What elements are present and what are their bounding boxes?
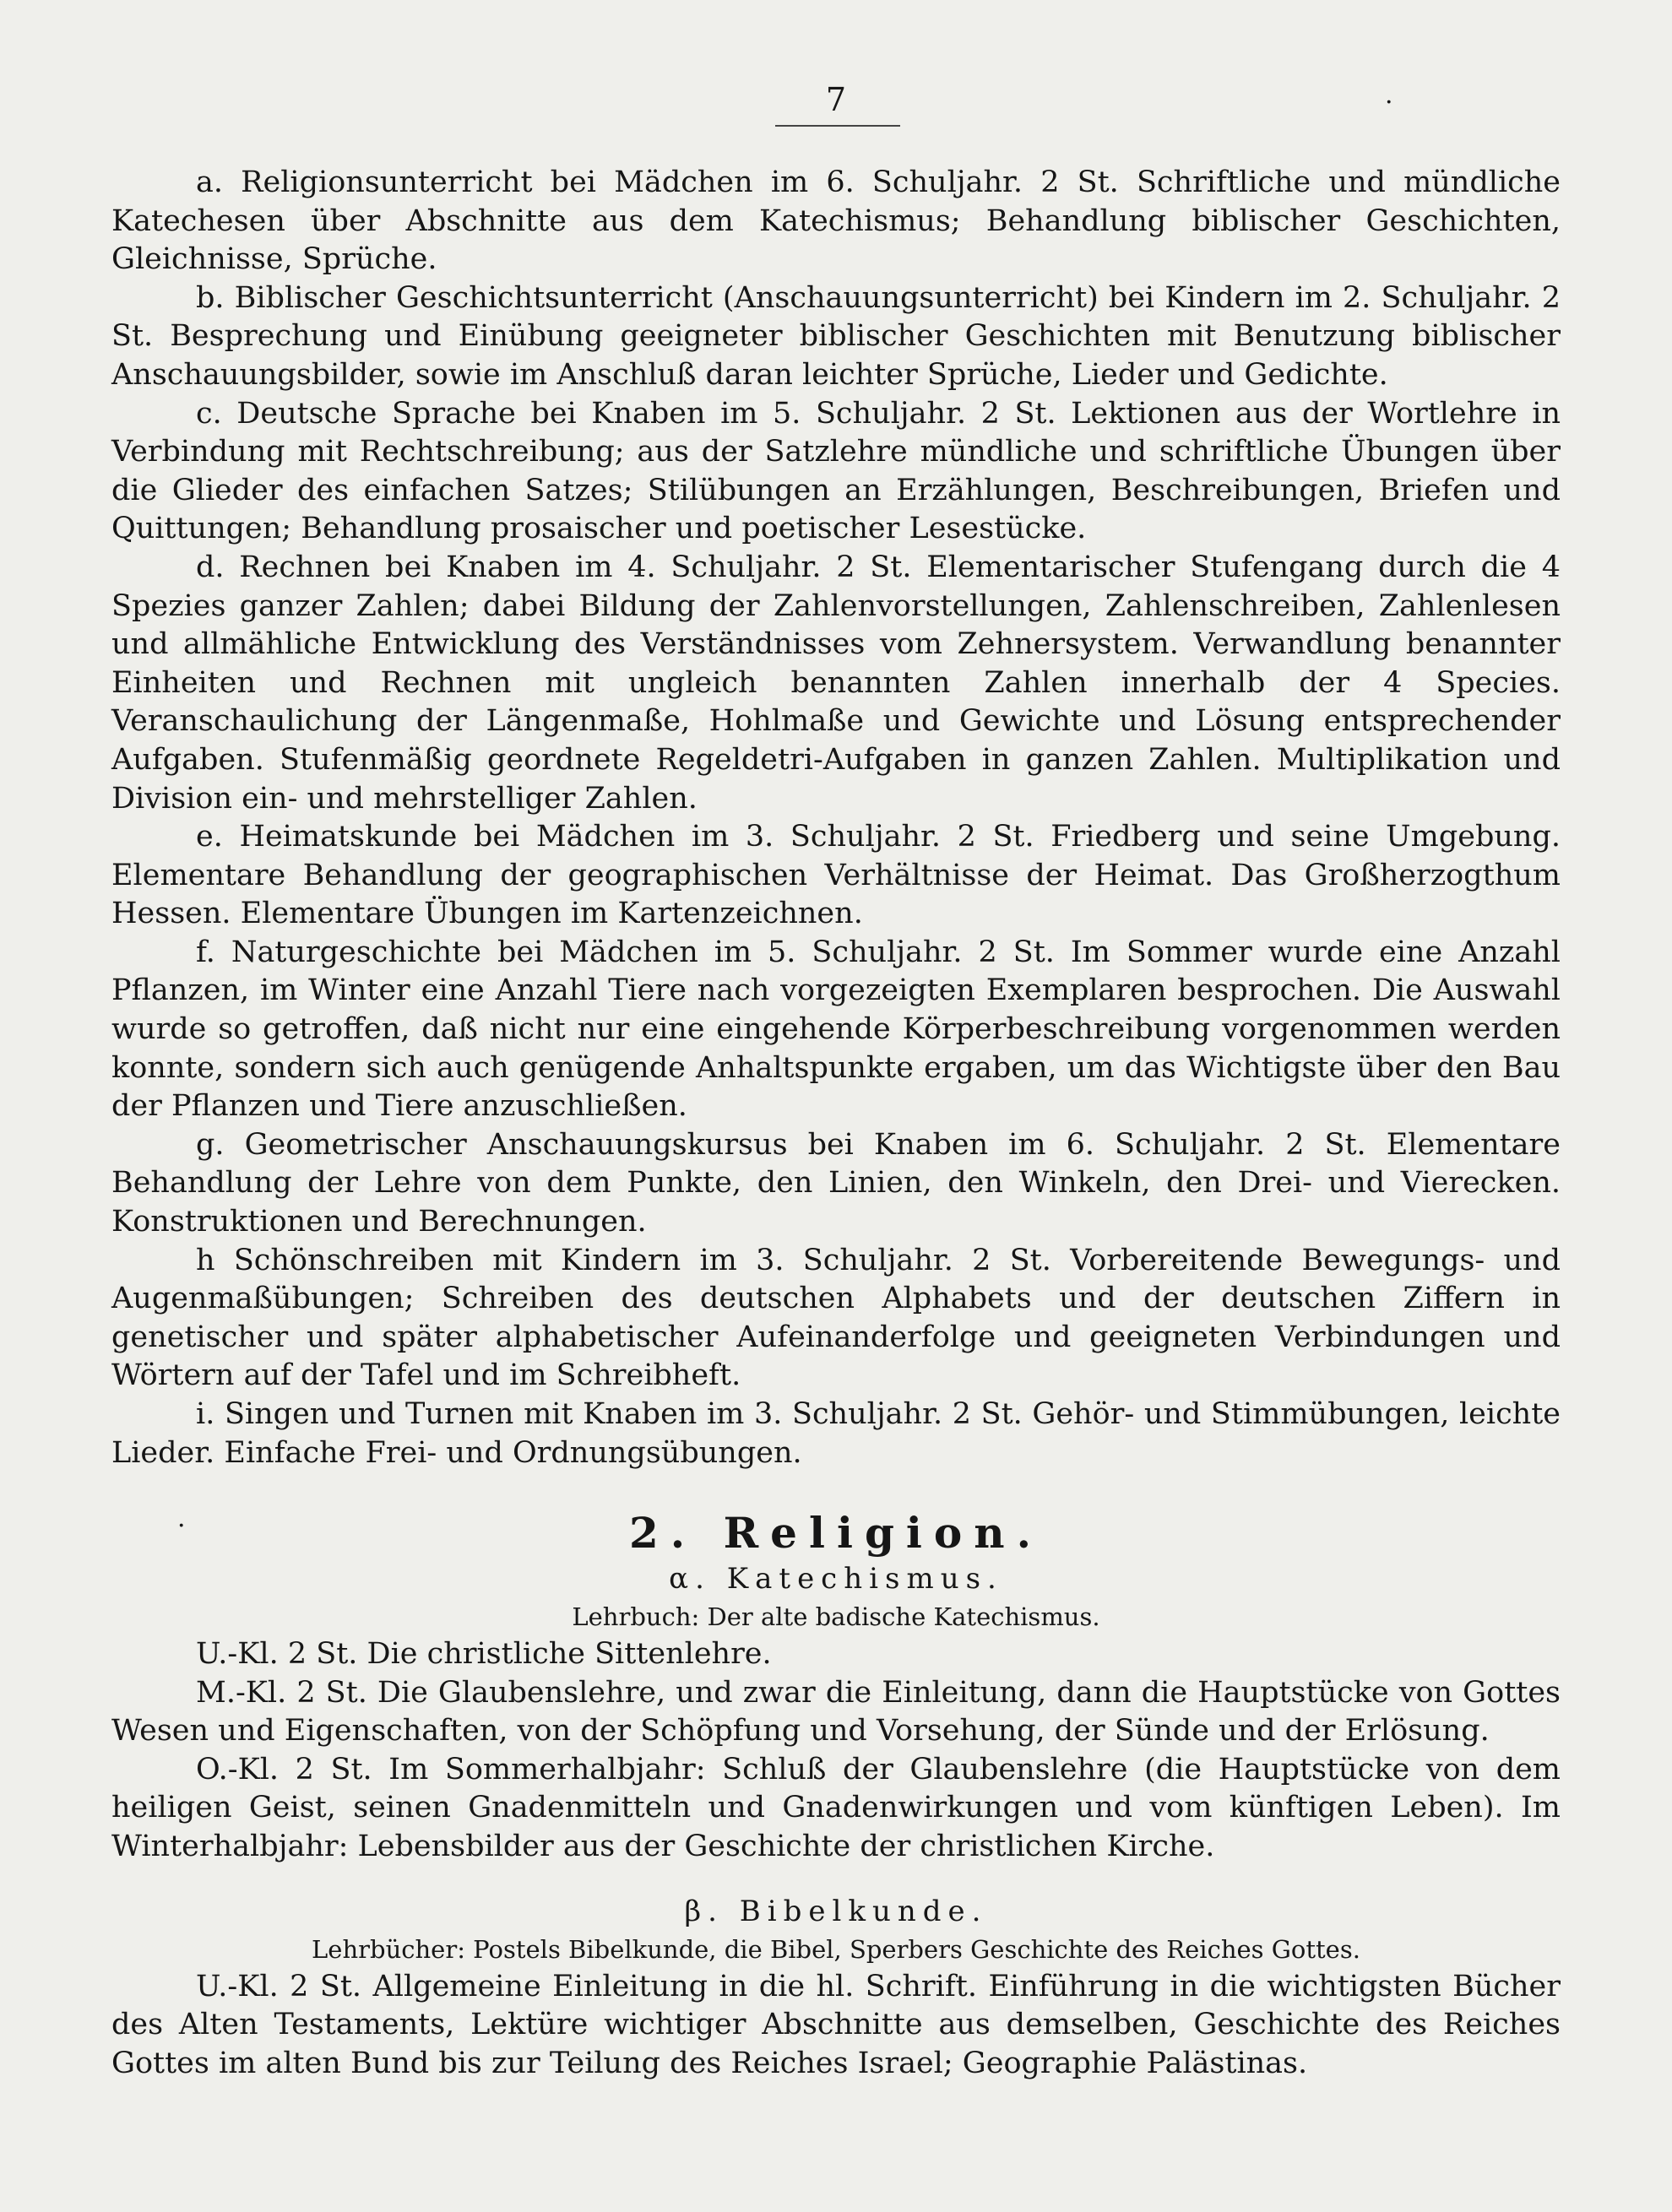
- curriculum-item-e: [111, 818, 1561, 934]
- page-number-rule: [775, 125, 900, 127]
- print-speck: ·: [177, 1511, 186, 1541]
- curriculum-item-a: [111, 164, 1561, 279]
- curriculum-item-h: [111, 1242, 1561, 1396]
- item-letter: i.: [196, 1397, 215, 1431]
- page-number: 7: [825, 81, 847, 118]
- class-entry: O.-Kl. 2 St. Im Sommerhalbjahr: Schluß der Glaubenslehre (die Hauptstücke von dem heiligen Geist, seinen Gnadenmitteln und Gnadenwirkungen und vom künftigen Leben). Im Winterhalbjahr: Lebensbilder aus der Geschichte der christlichen Kirche.: [111, 1752, 1561, 1863]
- class-entry: U.-Kl. 2 St. Die christliche Sittenlehre.: [196, 1637, 772, 1671]
- item-text: Religionsunterricht bei Mädchen im 6. Schuljahr. 2 St. Schriftliche und mündliche Katechesen über Abschnitte aus dem Katechismus; Behandlung biblischer Geschichten, Gleichnisse, Sprüche.: [111, 165, 1561, 277]
- curriculum-list: [111, 164, 1561, 1472]
- class-entry: U.-Kl. 2 St. Allgemeine Einleitung in die hl. Schrift. Einführung in die wichtigsten Bücher des Alten Testaments, Lektüre wichtiger Abschnitte aus demselben, Geschichte des Reiches Gottes im alten Bund bis zur Teilung des Reiches Israel; Geographie Palästinas.: [111, 1969, 1561, 2080]
- item-text: Singen und Turnen mit Knaben im 3. Schuljahr. 2 St. Gehör- und Stimmübungen, leichte Lieder. Einfache Frei- und Ordnungsübungen.: [111, 1397, 1561, 1470]
- katechismus-textbook: Lehrbuch: Der alte badische Katechismus.: [572, 1602, 1100, 1631]
- item-letter: a.: [196, 165, 223, 199]
- item-text: Deutsche Sprache bei Knaben im 5. Schuljahr. 2 St. Lektionen aus der Wortlehre in Verbindung mit Rechtschreibung; aus der Satzlehre mündliche und schriftliche Übungen über die Glieder des einfachen Satzes; Stilübungen an Erzählungen, Beschreibungen, Briefen und Quittungen; Behandlung prosaischer und poetischer Lesestücke.: [111, 396, 1561, 546]
- class-entry: M.-Kl. 2 St. Die Glaubenslehre, und zwar die Einleitung, dann die Hauptstücke von Gottes Wesen und Eigenschaften, von der Schöpfung und Vorsehung, der Sünde und der Erlösung.: [111, 1675, 1561, 1748]
- item-letter: f.: [196, 935, 215, 969]
- item-letter: b.: [196, 280, 225, 315]
- item-text: Biblischer Geschichtsunterricht (Anschauungsunterricht) bei Kindern im 2. Schuljahr. 2 St. Besprechung und Einübung geeigneter biblischer Geschichten mit Benutzung biblischer Anschauungsbilder, sowie im Anschluß daran leichter Sprüche, Lieder und Gedichte.: [111, 280, 1561, 392]
- item-letter: e.: [196, 820, 223, 854]
- item-letter: g.: [196, 1127, 225, 1162]
- katechismus-heading: α. Katechismus.: [669, 1562, 1003, 1596]
- curriculum-item-c: [111, 395, 1561, 549]
- item-letter: d.: [196, 550, 225, 584]
- religion-section: [111, 1507, 1561, 2083]
- print-speck: ·: [1385, 88, 1393, 117]
- item-letter: h: [196, 1243, 215, 1277]
- bibelkunde-heading: β. Bibelkunde.: [684, 1894, 988, 1928]
- section-heading: 2. Religion.: [628, 1508, 1044, 1558]
- curriculum-item-i: [111, 1396, 1561, 1472]
- item-text: Naturgeschichte bei Mädchen im 5. Schuljahr. 2 St. Im Sommer wurde eine Anzahl Pflanzen, im Winter eine Anzahl Tiere nach vorgezeigten Exemplaren besprochen. Die Auswahl wurde so getroffen, daß nicht nur eine eingehende Körperbeschreibung vorgenommen werden konnte, sondern sich auch genügende Anhaltspunkte ergaben, um das Wichtigste über den Bau der Pflanzen und Tiere anzuschließen.: [111, 935, 1561, 1124]
- spacer: [111, 1867, 1561, 1892]
- bibelkunde-textbooks: Lehrbücher: Postels Bibelkunde, die Bibel, Sperbers Geschichte des Reiches Gottes.: [312, 1934, 1360, 1964]
- curriculum-item-b: [111, 279, 1561, 395]
- curriculum-item-g: [111, 1126, 1561, 1242]
- item-text: Schönschreiben mit Kindern im 3. Schuljahr. 2 St. Vorbereitende Bewegungs- und Augenmaßübungen; Schreiben des deutschen Alphabets und der deutschen Ziffern in genetischer und später alphabetischer Aufeinanderfolge und geeigneten Verbindungen und Wörtern auf der Tafel und im Schreibheft.: [111, 1243, 1561, 1393]
- item-letter: c.: [196, 396, 222, 431]
- curriculum-item-d: [111, 549, 1561, 818]
- item-text: Rechnen bei Knaben im 4. Schuljahr. 2 St. Elementarischer Stufengang durch die 4 Spezies ganzer Zahlen; dabei Bildung der Zahlenvorstellungen, Zahlenschreiben, Zahlenlesen und allmähliche Entwicklung des Verständnisses vom Zehnersystem. Verwandlung benannter Einheiten und Rechnen mit ungleich benannten Zahlen innerhalb der 4 Species. Veranschaulichung der Längenmaße, Hohlmaße und Gewichte und Lösung entsprechender Aufgaben. Stufenmäßig geordnete Regeldetri-Aufgaben in ganzen Zahlen. Multiplikation und Division ein- und mehrstelliger Zahlen.: [111, 550, 1561, 816]
- item-text: Geometrischer Anschauungskursus bei Knaben im 6. Schuljahr. 2 St. Elementare Behandlung der Lehre von dem Punkte, den Linien, den Winkeln, den Drei- und Vierecken. Konstruktionen und Berechnungen.: [111, 1127, 1561, 1239]
- item-text: Heimatskunde bei Mädchen im 3. Schuljahr. 2 St. Friedberg und seine Umgebung. Elementare Behandlung der geographischen Verhältnisse der Heimat. Das Großherzogthum Hessen. Elementare Übungen im Kartenzeichnen.: [111, 820, 1561, 931]
- curriculum-item-f: [111, 934, 1561, 1126]
